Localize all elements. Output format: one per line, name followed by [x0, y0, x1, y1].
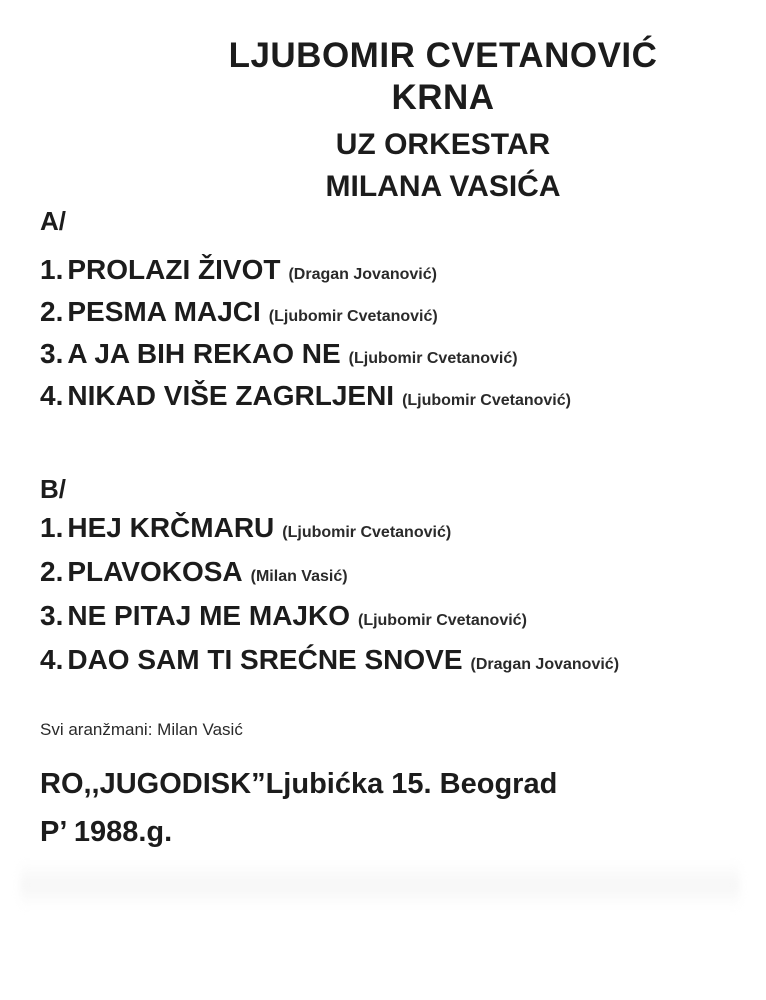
track-number: 1. — [40, 512, 64, 543]
track-number: 3. — [40, 338, 64, 369]
track-title: NIKAD VIŠE ZAGRLJENI — [67, 380, 395, 411]
track-title: PESMA MAJCI — [67, 296, 261, 327]
copyright-line: P’ 1988.g. — [40, 816, 173, 848]
track-author: (Dragan Jovanović) — [288, 266, 437, 283]
track-a1 — [40, 254, 437, 286]
track-number: 2. — [40, 556, 64, 587]
track-a3 — [40, 338, 518, 370]
track-number: 1. — [40, 254, 64, 285]
track-b2 — [40, 556, 348, 588]
orchestra-line-1: UZ ORKESTAR — [335, 128, 551, 161]
track-a2 — [40, 296, 438, 328]
track-author: (Ljubomir Cvetanović) — [282, 524, 452, 541]
track-author: (Ljubomir Cvetanović) — [402, 392, 571, 409]
track-number: 2. — [40, 296, 64, 327]
album-title: KRNA — [391, 78, 495, 117]
arrangements-credit: Svi aranžmani: Milan Vasić — [40, 720, 243, 739]
orchestra-line-2: MILANA VASIĆA — [325, 170, 561, 203]
track-number: 3. — [40, 600, 64, 631]
track-title: A JA BIH REKAO NE — [67, 338, 341, 369]
track-title: DAO SAM TI SREĆNE SNOVE — [67, 644, 463, 675]
track-author: (Ljubomir Cvetanović) — [268, 308, 438, 325]
track-author: (Ljubomir Cvetanović) — [348, 350, 518, 367]
track-title: NE PITAJ ME MAJKO — [67, 600, 350, 631]
track-number: 4. — [40, 380, 64, 411]
track-author: (Dragan Jovanović) — [470, 656, 620, 673]
track-title: HEJ KRČMARU — [67, 512, 275, 543]
track-b3 — [40, 600, 527, 632]
artist-name: LJUBOMIR CVETANOVIĆ — [228, 36, 658, 75]
track-title: PLAVOKOSA — [67, 556, 243, 587]
track-author: (Milan Vasić) — [250, 568, 348, 585]
track-b4 — [40, 644, 619, 676]
track-number: 4. — [40, 644, 64, 675]
publisher-line: RO,,JUGODISK”Ljubićka 15. Beograd — [40, 768, 558, 800]
track-b1 — [40, 512, 451, 544]
track-title: PROLAZI ŽIVOT — [67, 254, 281, 285]
side-a-label: A/ — [40, 206, 66, 236]
track-author: (Ljubomir Cvetanović) — [357, 612, 527, 629]
side-b-label: B/ — [40, 474, 66, 504]
faded-print-area — [20, 860, 740, 910]
track-a4 — [40, 380, 571, 412]
